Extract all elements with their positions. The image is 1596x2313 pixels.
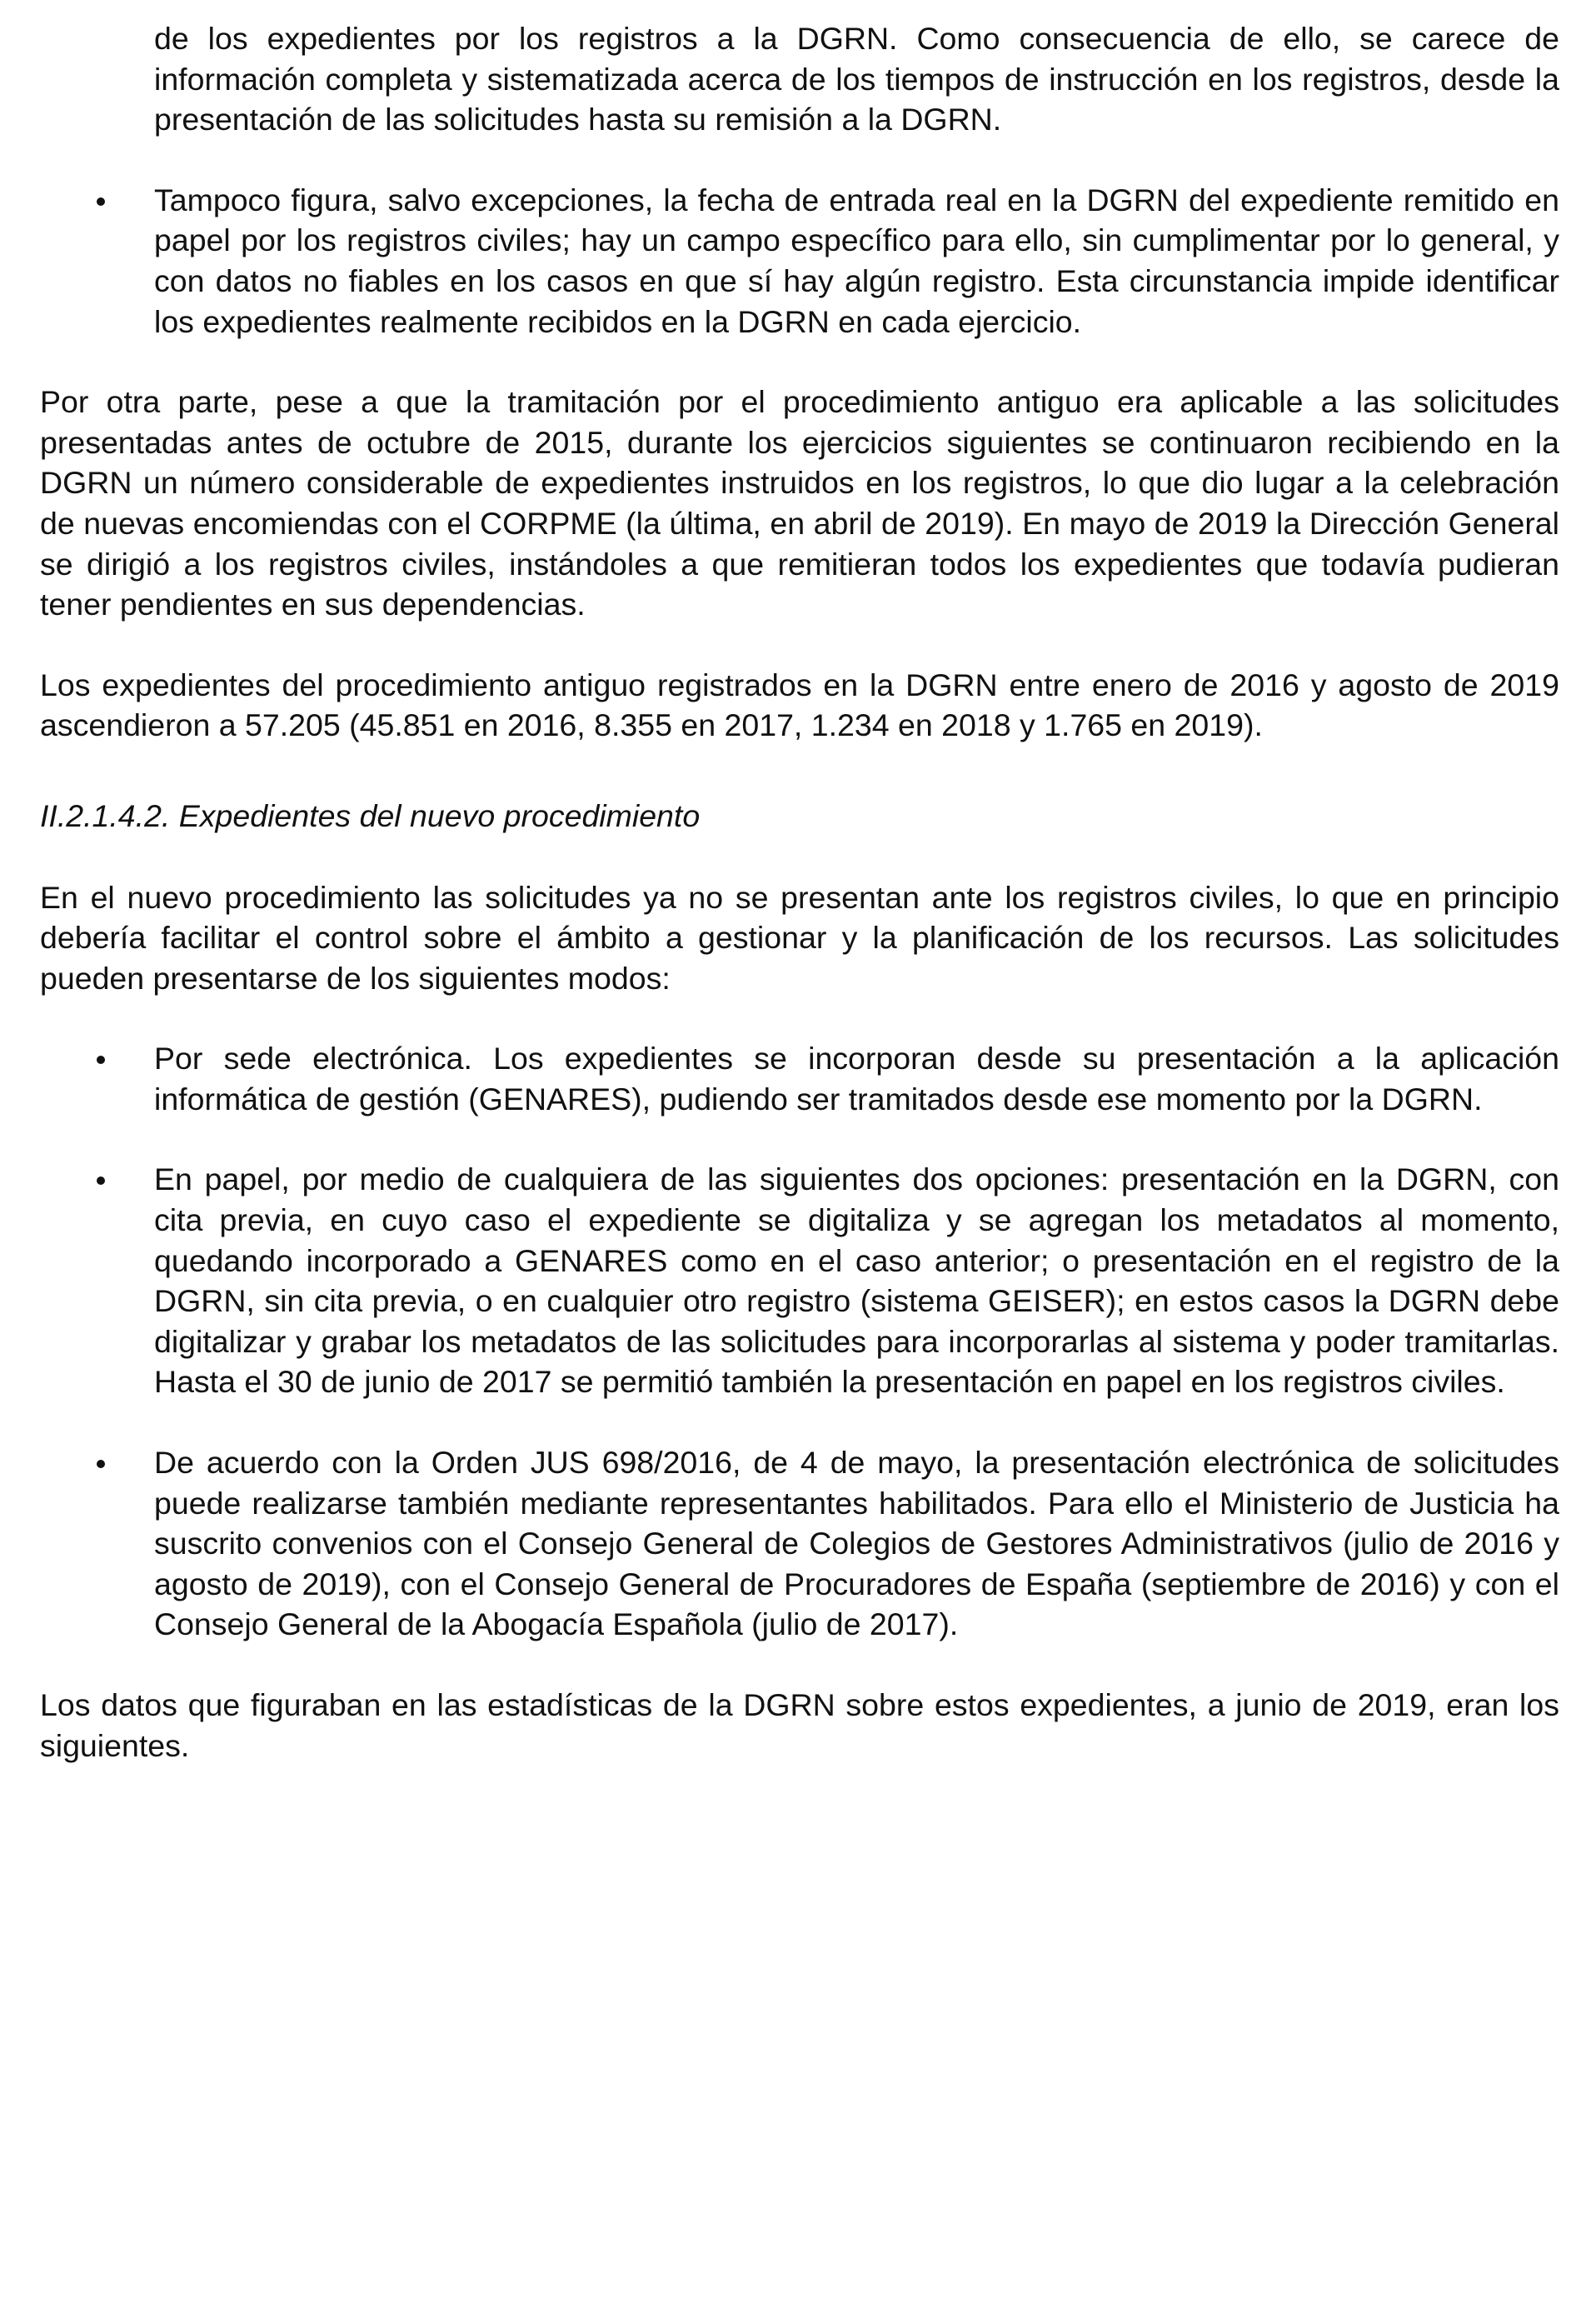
bullet-text: Tampoco figura, salvo excepciones, la fecha de entrada real en la DGRN del expediente remitido en papel por los registros civiles; hay un campo específico para ello, sin cumplimentar por lo general, y con datos no fiables en los casos en que sí hay algún registro. Esta circunstancia impide identificar los expedientes realmente recibidos en la DGRN en cada ejercicio. [154, 182, 1559, 339]
bullet-item [40, 1442, 1559, 1645]
bullet-icon [97, 1176, 105, 1185]
document-page [40, 18, 1559, 1806]
bullet-icon [97, 1460, 105, 1468]
bullet-icon [97, 1056, 105, 1064]
paragraph: En el nuevo procedimiento las solicitudes ya no se presentan ante los registros civiles, lo que en principio debería facilitar el control sobre el ámbito a gestionar y la planificación de los recursos. Las solicitudes pueden presentarse de los siguientes modos: [40, 879, 1559, 996]
paragraph: Los datos que figuraban en las estadísticas de la DGRN sobre estos expedientes, a junio de 2019, eran los siguientes. [40, 1687, 1559, 1763]
bullet-text: Por sede electrónica. Los expedientes se incorporan desde su presentación a la aplicación informática de gestión (GENARES), pudiendo ser tramitados desde ese momento por la DGRN. [154, 1041, 1559, 1117]
bullet-item [40, 1038, 1559, 1119]
bullet-continuation [40, 18, 1559, 140]
paragraph: Los expedientes del procedimiento antiguo registrados en la DGRN entre enero de 2016 y agosto de 2019 ascendieron a 57.205 (45.851 en 2016, 8.355 en 2017, 1.234 en 2018 y 1.765 en 2019). [40, 667, 1559, 743]
bullet-text: En papel, por medio de cualquiera de las siguientes dos opciones: presentación en la DGRN, con cita previa, en cuyo caso el expediente se digitaliza y se agregan los metadatos al momento, quedando incorporado a GENARES como en el caso anterior; o presentación en el registro de la DGRN, sin cita previa, o en cualquier otro registro (sistema GEISER); en estos casos la DGRN debe digitalizar y grabar los metadatos de las solicitudes para incorporarlas al sistema y poder tramitarlas. Hasta el 30 de junio de 2017 se permitió también la presentación en papel en los registros civiles. [154, 1161, 1559, 1400]
paragraph: Por otra parte, pese a que la tramitación por el procedimiento antiguo era aplicable a las solicitudes presentadas antes de octubre de 2015, durante los ejercicios siguientes se continuaron recibiendo en la DGRN un número considerable de expedientes instruidos en los registros, lo que dio lugar a la celebración de nuevas encomiendas con el CORPME (la última, en abril de 2019). En mayo de 2019 la Dirección General se dirigió a los registros civiles, instándoles a que remitieran todos los expedientes que todavía pudieran tener pendientes en sus dependencias. [40, 384, 1559, 622]
bullet-text: De acuerdo con la Orden JUS 698/2016, de 4 de mayo, la presentación electrónica de solicitudes puede realizarse también mediante representantes habilitados. Para ello el Ministerio de Justicia ha suscrito convenios con el Consejo General de Colegios de Gestores Administrativos (julio de 2016 y agosto de 2019), con el Consejo General de Procuradores de España (septiembre de 2016) y con el Consejo General de la Abogacía Española (julio de 2017). [154, 1445, 1559, 1642]
continuation-text: de los expedientes por los registros a la DGRN. Como consecuencia de ello, se carece de información completa y sistematizada acerca de los tiempos de instrucción en los registros, desde la presentación de las solicitudes hasta su remisión a la DGRN. [154, 21, 1559, 137]
bullet-item [40, 1159, 1559, 1402]
bullet-icon [97, 197, 105, 206]
bullet-item [40, 180, 1559, 342]
section-heading: II.2.1.4.2. Expedientes del nuevo procedimiento [40, 797, 701, 833]
